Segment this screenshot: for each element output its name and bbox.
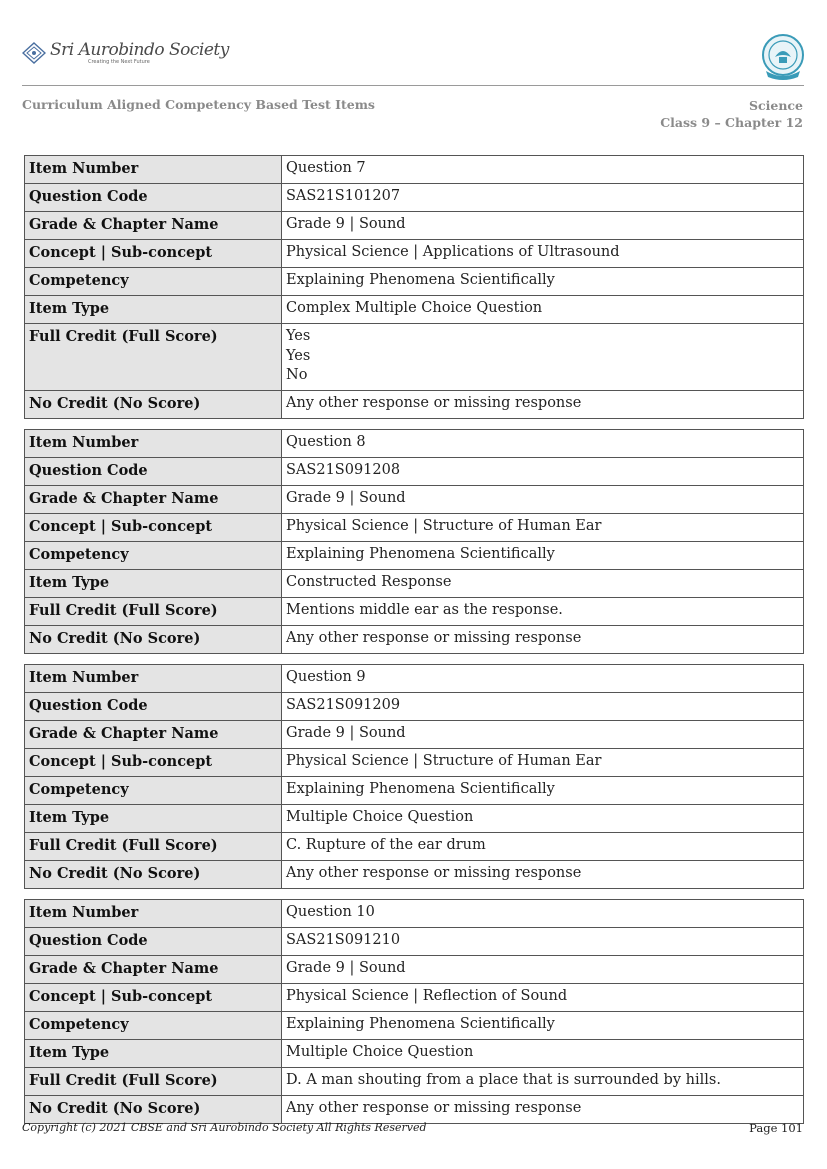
answer-line: Yes	[286, 347, 311, 364]
row-value: Question 9	[282, 664, 804, 692]
table-row	[25, 832, 804, 860]
org-name: Sri Aurobindo Society	[50, 39, 229, 60]
row-value: Physical Science | Applications of Ultrasound	[282, 240, 804, 268]
row-label: Competency	[25, 268, 282, 296]
row-label: Competency	[25, 541, 282, 569]
row-value: Multiple Choice Question	[282, 804, 804, 832]
table-row	[25, 485, 804, 513]
row-label: Full Credit (Full Score)	[25, 832, 282, 860]
table-row	[25, 776, 804, 804]
table-row	[25, 429, 804, 457]
header-divider	[22, 85, 804, 86]
cbse-seal-icon	[760, 33, 806, 83]
sri-aurobindo-society-logo	[22, 38, 229, 68]
row-label: Concept | Sub-concept	[25, 983, 282, 1011]
row-value: Multiple Choice Question	[282, 1039, 804, 1067]
row-value: Complex Multiple Choice Question	[282, 296, 804, 324]
row-value: Explaining Phenomena Scientifically	[282, 268, 804, 296]
table-row	[25, 597, 804, 625]
table-row	[25, 390, 804, 418]
table-row	[25, 457, 804, 485]
row-label: Concept | Sub-concept	[25, 240, 282, 268]
table-row	[25, 983, 804, 1011]
row-label: Item Number	[25, 156, 282, 184]
row-label: Grade & Chapter Name	[25, 720, 282, 748]
table-row	[25, 324, 804, 391]
table-row	[25, 1095, 804, 1123]
row-label: Grade & Chapter Name	[25, 955, 282, 983]
row-value: Question 8	[282, 429, 804, 457]
subject-info	[660, 97, 803, 131]
row-label: Concept | Sub-concept	[25, 513, 282, 541]
table-row	[25, 541, 804, 569]
row-label: Full Credit (Full Score)	[25, 597, 282, 625]
row-value: Grade 9 | Sound	[282, 212, 804, 240]
row-value: SAS21S101207	[282, 184, 804, 212]
row-label: Full Credit (Full Score)	[25, 1067, 282, 1095]
table-row	[25, 156, 804, 184]
row-value: Explaining Phenomena Scientifically	[282, 541, 804, 569]
row-value: SAS21S091209	[282, 692, 804, 720]
table-row	[25, 569, 804, 597]
row-label: Question Code	[25, 184, 282, 212]
table-row	[25, 268, 804, 296]
table-row	[25, 1011, 804, 1039]
row-label: Question Code	[25, 457, 282, 485]
row-label: No Credit (No Score)	[25, 625, 282, 653]
row-label: Question Code	[25, 927, 282, 955]
row-value: D. A man shouting from a place that is surrounded by hills.	[282, 1067, 804, 1095]
item-table	[24, 155, 804, 419]
item-table	[24, 664, 804, 889]
table-row	[25, 1067, 804, 1095]
row-label: Item Number	[25, 899, 282, 927]
row-value: Grade 9 | Sound	[282, 720, 804, 748]
table-row	[25, 1039, 804, 1067]
row-value	[282, 324, 804, 391]
table-row	[25, 804, 804, 832]
row-label: Full Credit (Full Score)	[25, 324, 282, 391]
row-value: Physical Science | Structure of Human Ear	[282, 748, 804, 776]
row-value: C. Rupture of the ear drum	[282, 832, 804, 860]
row-label: Concept | Sub-concept	[25, 748, 282, 776]
row-label: Item Type	[25, 1039, 282, 1067]
row-value: Any other response or missing response	[282, 860, 804, 888]
row-value: Constructed Response	[282, 569, 804, 597]
row-value: Physical Science | Structure of Human Ear	[282, 513, 804, 541]
row-label: Item Type	[25, 569, 282, 597]
row-value: Any other response or missing response	[282, 1095, 804, 1123]
subject-label: Science	[749, 98, 803, 113]
row-value: Any other response or missing response	[282, 625, 804, 653]
row-value: Mentions middle ear as the response.	[282, 597, 804, 625]
row-value: SAS21S091208	[282, 457, 804, 485]
table-row	[25, 240, 804, 268]
row-label: Item Type	[25, 296, 282, 324]
row-label: Competency	[25, 1011, 282, 1039]
table-row	[25, 664, 804, 692]
row-value: Question 10	[282, 899, 804, 927]
answer-line: No	[286, 367, 308, 383]
table-row	[25, 625, 804, 653]
answer-line: Yes	[286, 328, 311, 344]
test-items	[24, 155, 804, 1134]
row-value: Explaining Phenomena Scientifically	[282, 1011, 804, 1039]
row-value: Grade 9 | Sound	[282, 955, 804, 983]
table-row	[25, 899, 804, 927]
row-label: Item Type	[25, 804, 282, 832]
table-row	[25, 748, 804, 776]
row-label: Question Code	[25, 692, 282, 720]
row-label: Competency	[25, 776, 282, 804]
document-title: Curriculum Aligned Competency Based Test Items	[22, 97, 375, 112]
row-value: Physical Science | Reflection of Sound	[282, 983, 804, 1011]
item-table	[24, 899, 804, 1124]
row-value: SAS21S091210	[282, 927, 804, 955]
org-tagline: Creating the Next Future	[88, 58, 150, 65]
row-label: No Credit (No Score)	[25, 1095, 282, 1123]
lotus-emblem-icon	[22, 42, 46, 64]
row-label: Grade & Chapter Name	[25, 212, 282, 240]
row-label: Grade & Chapter Name	[25, 485, 282, 513]
table-row	[25, 720, 804, 748]
row-value: Question 7	[282, 156, 804, 184]
row-value: Grade 9 | Sound	[282, 485, 804, 513]
row-label: No Credit (No Score)	[25, 390, 282, 418]
table-row	[25, 212, 804, 240]
row-label: No Credit (No Score)	[25, 860, 282, 888]
row-value: Any other response or missing response	[282, 390, 804, 418]
row-label: Item Number	[25, 664, 282, 692]
copyright-notice: Copyright (c) 2021 CBSE and Sri Aurobindo Society All Rights Reserved	[22, 1121, 427, 1134]
page-number: Page 101	[749, 1121, 803, 1135]
item-table	[24, 429, 804, 654]
row-label: Item Number	[25, 429, 282, 457]
class-chapter-label: Class 9 – Chapter 12	[660, 115, 803, 130]
table-row	[25, 296, 804, 324]
table-row	[25, 955, 804, 983]
table-row	[25, 860, 804, 888]
table-row	[25, 184, 804, 212]
row-value: Explaining Phenomena Scientifically	[282, 776, 804, 804]
table-row	[25, 692, 804, 720]
table-row	[25, 927, 804, 955]
table-row	[25, 513, 804, 541]
